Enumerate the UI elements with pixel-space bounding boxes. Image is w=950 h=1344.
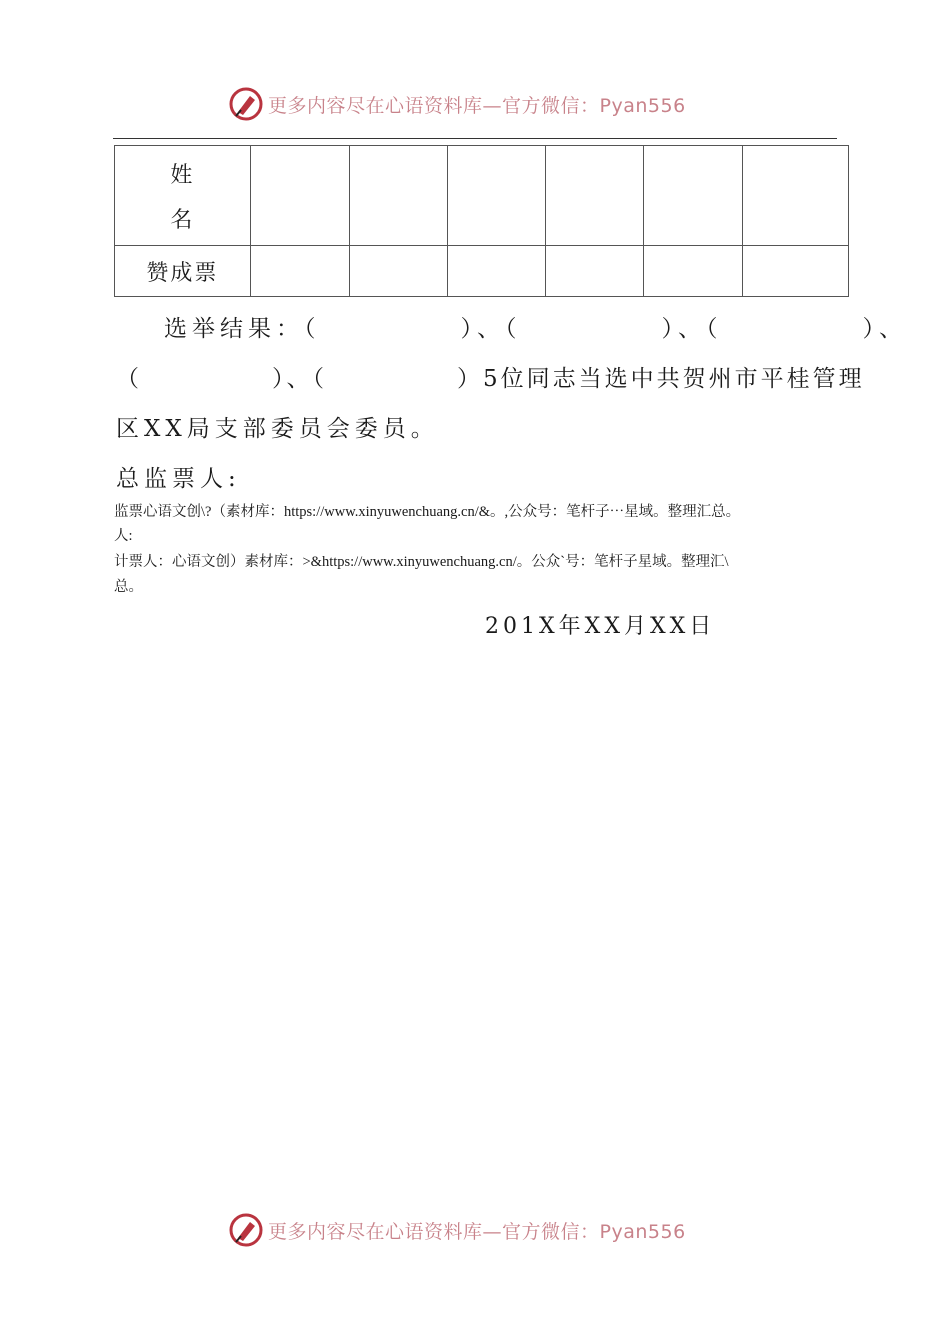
pen-nib-logo-icon [228,1212,264,1248]
name-cell [349,146,447,246]
name-label-a: 姓 [170,162,195,188]
supervisor-note-cont: 人: [114,528,133,544]
pen-nib-logo-icon [228,86,264,122]
votes-cell [447,246,546,297]
votes-cell [250,246,349,297]
counter-note: 计票人：心语文创）素材库：>&https://www.xinyuwenchuang.cn/。公众`号：笔杆子星域。整理汇\ [114,554,729,570]
counter-note-cont: 总。 [114,579,143,595]
chief-supervisor-label: 总监票人: [116,466,241,492]
name-header-cell [115,146,251,246]
banner-text: 更多内容尽在心语资料库—官方微信：Pyan556 [268,1220,686,1243]
votes-cell [546,246,644,297]
vote-table [114,145,849,297]
header-rule [113,138,837,139]
footer-banner [228,1212,686,1248]
header-banner [228,86,686,122]
election-result-line-2 [116,360,865,393]
election-result-line: 选举结果：（ ）、（ ）、（ ）、 [164,316,907,342]
name-cell [447,146,546,246]
banner-wechat-id: Pyan556 [599,94,686,117]
election-result-text: 5位同志当选中共贺州市平桂管理 [483,366,865,392]
election-result-line-3: 区XX局支部委员会委员。 [116,416,439,442]
votes-cell [349,246,447,297]
table-row-votes [115,246,849,297]
votes-cell [743,246,849,297]
table-row-names [115,146,849,246]
name-cell [743,146,849,246]
name-cell [644,146,743,246]
votes-header-cell: 赞成票 [115,246,251,297]
banner-text: 更多内容尽在心语资料库—官方微信：Pyan556 [268,94,686,117]
name-cell [546,146,644,246]
election-result-blanks: （ ）、（ ） [116,366,483,392]
document-date: 201X年XX月XX日 [485,614,716,639]
name-label-b: 名 [170,207,195,233]
votes-cell [644,246,743,297]
name-cell [250,146,349,246]
banner-wechat-id: Pyan556 [599,1220,686,1243]
supervisor-note: 监票心语文创\?（素材库：https://www.xinyuwenchuang.cn/&。,公众号：笔杆子⋯星域。整理汇总。 [114,504,741,520]
